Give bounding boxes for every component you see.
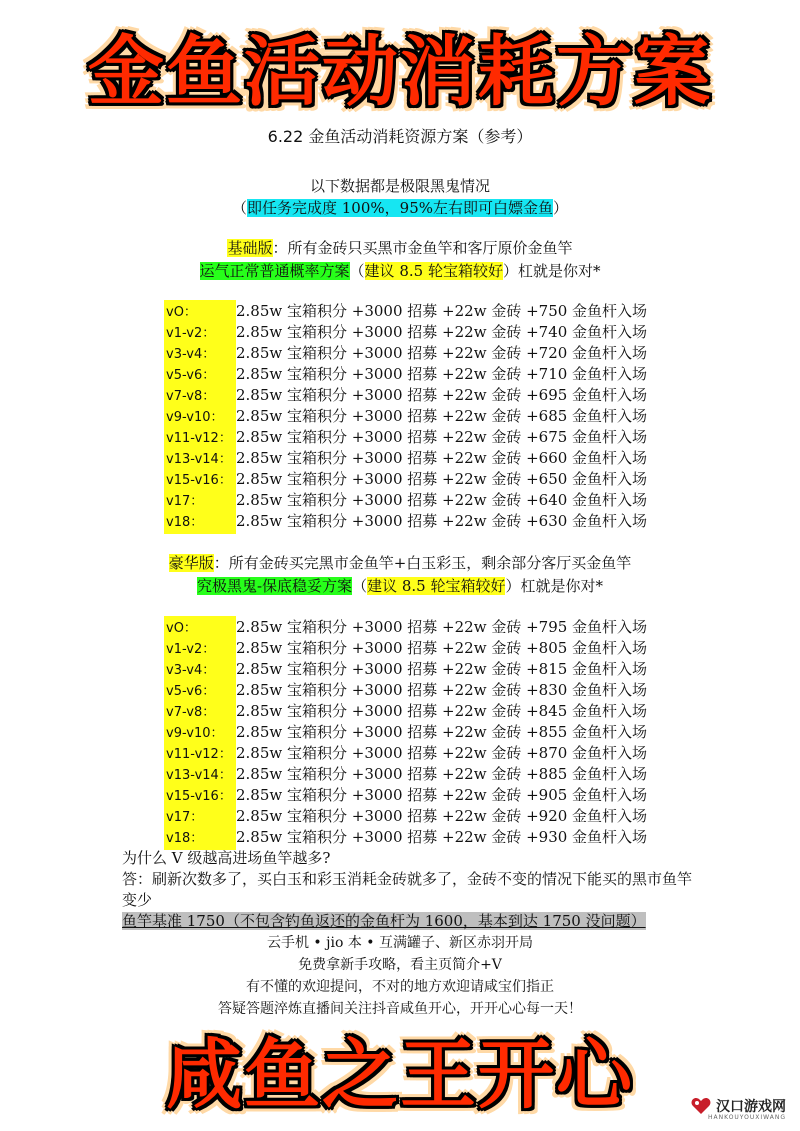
deluxe-plan-line bbox=[0, 576, 800, 597]
deluxe-advice: 建议 8.5 轮宝箱较好 bbox=[367, 577, 506, 595]
paren-open: （ bbox=[231, 199, 247, 217]
tier-resources: 2.85w 宝箱积分 +3000 招募 +22w 金砖 +675 金鱼杆入场 bbox=[236, 428, 648, 446]
footer-line-3: 有不懂的欢迎提问，不对的地方欢迎请咸宝们指正 bbox=[246, 979, 554, 995]
tier-resources: 2.85w 宝箱积分 +3000 招募 +22w 金砖 +740 金鱼杆入场 bbox=[236, 323, 648, 341]
basic-plan-line bbox=[0, 261, 800, 282]
tier-resources: 2.85w 宝箱积分 +3000 招募 +22w 金砖 +710 金鱼杆入场 bbox=[236, 365, 648, 383]
tier-label: v15-v16： bbox=[166, 473, 232, 488]
tier-label: v5-v6： bbox=[166, 368, 216, 383]
tier-label: v9-v10： bbox=[166, 726, 224, 741]
tier-resources: 2.85w 宝箱积分 +3000 招募 +22w 金砖 +805 金鱼杆入场 bbox=[236, 639, 648, 657]
tier-resources: 2.85w 宝箱积分 +3000 招募 +22w 金砖 +905 金鱼杆入场 bbox=[236, 786, 648, 804]
bottom-title: 咸鱼之王开心 bbox=[166, 1030, 634, 1119]
footer-line-2: 免费拿新手攻略，看主页简介+V bbox=[298, 957, 502, 973]
watermark-text: 汉口游戏网 bbox=[716, 1099, 786, 1115]
deluxe-advice-close: ）杠就是你对* bbox=[505, 577, 603, 595]
tier-resources: 2.85w 宝箱积分 +3000 招募 +22w 金砖 +685 金鱼杆入场 bbox=[236, 407, 648, 425]
basic-label: 基础版 bbox=[227, 239, 273, 257]
paren-close: ） bbox=[553, 199, 569, 217]
tier-resources: 2.85w 宝箱积分 +3000 招募 +22w 金砖 +815 金鱼杆入场 bbox=[236, 660, 648, 678]
deluxe-header bbox=[0, 553, 800, 574]
tier-resources: 2.85w 宝箱积分 +3000 招募 +22w 金砖 +650 金鱼杆入场 bbox=[236, 470, 648, 488]
tier-label: v3-v4： bbox=[166, 663, 216, 678]
deluxe-row bbox=[166, 785, 647, 806]
faq-question: 为什么 V 级越高进场鱼竿越多? bbox=[122, 849, 331, 867]
tier-resources: 2.85w 宝箱积分 +3000 招募 +22w 金砖 +845 金鱼杆入场 bbox=[236, 702, 648, 720]
tier-label: v1-v2： bbox=[166, 642, 216, 657]
deluxe-row bbox=[166, 743, 647, 764]
deluxe-row bbox=[166, 764, 647, 785]
tier-label: v18： bbox=[166, 515, 204, 530]
tier-resources: 2.85w 宝箱积分 +3000 招募 +22w 金砖 +885 金鱼杆入场 bbox=[236, 765, 648, 783]
watermark bbox=[690, 1089, 786, 1123]
basic-row bbox=[166, 406, 647, 427]
basic-row bbox=[166, 469, 647, 490]
intro-highlight-line bbox=[0, 198, 800, 219]
basic-row bbox=[166, 490, 647, 511]
tier-resources: 2.85w 宝箱积分 +3000 招募 +22w 金砖 +695 金鱼杆入场 bbox=[236, 386, 648, 404]
completion-note: 即任务完成度 100%，95%左右即可白嫖金鱼 bbox=[247, 199, 553, 217]
tier-label: vO： bbox=[166, 621, 197, 636]
deluxe-row bbox=[166, 638, 647, 659]
baseline-note-wrap bbox=[122, 911, 646, 932]
tier-label: v3-v4： bbox=[166, 347, 216, 362]
basic-advice: 建议 8.5 轮宝箱较好 bbox=[364, 262, 503, 280]
deluxe-plan: 究极黑鬼-保底稳妥方案 bbox=[196, 577, 353, 595]
deluxe-advice-open: （ bbox=[352, 577, 368, 595]
tier-resources: 2.85w 宝箱积分 +3000 招募 +22w 金砖 +630 金鱼杆入场 bbox=[236, 512, 648, 530]
basic-row bbox=[166, 427, 647, 448]
tier-resources: 2.85w 宝箱积分 +3000 招募 +22w 金砖 +930 金鱼杆入场 bbox=[236, 828, 648, 846]
deluxe-row bbox=[166, 827, 647, 848]
basic-advice-close: ）杠就是你对* bbox=[502, 262, 601, 280]
tier-label: v18： bbox=[166, 831, 204, 846]
tier-label: v5-v6： bbox=[166, 684, 216, 699]
footer-line-4: 答疑答题淬炼直播间关注抖音咸鱼开心，开开心心每一天！ bbox=[218, 1001, 582, 1017]
tier-resources: 2.85w 宝箱积分 +3000 招募 +22w 金砖 +870 金鱼杆入场 bbox=[236, 744, 648, 762]
page-title: 金鱼活动消耗方案 bbox=[88, 27, 712, 116]
basic-row bbox=[166, 301, 647, 322]
tier-resources: 2.85w 宝箱积分 +3000 招募 +22w 金砖 +830 金鱼杆入场 bbox=[236, 681, 648, 699]
basic-row bbox=[166, 385, 647, 406]
tier-label: v13-v14： bbox=[166, 452, 232, 467]
tier-label: v11-v12： bbox=[166, 747, 232, 762]
basic-plan: 运气正常普通概率方案 bbox=[199, 262, 350, 280]
basic-row bbox=[166, 511, 647, 532]
tier-label: v13-v14： bbox=[166, 768, 232, 783]
tier-label: v11-v12： bbox=[166, 431, 232, 446]
basic-row bbox=[166, 364, 647, 385]
tier-label: v7-v8： bbox=[166, 705, 216, 720]
tier-label: v7-v8： bbox=[166, 389, 216, 404]
faq-answer: 答：刷新次数多了，买白玉和彩玉消耗金砖就多了，金砖不变的情况下能买的黑市鱼竿变少 bbox=[122, 870, 693, 909]
tier-resources: 2.85w 宝箱积分 +3000 招募 +22w 金砖 +855 金鱼杆入场 bbox=[236, 723, 648, 741]
basic-advice-open: （ bbox=[349, 262, 365, 280]
footer-line-1: 云手机 • jio 本 • 互满罐子、新区赤羽开局 bbox=[266, 935, 533, 951]
deluxe-row bbox=[166, 701, 647, 722]
tier-label: v15-v16： bbox=[166, 789, 232, 804]
tier-resources: 2.85w 宝箱积分 +3000 招募 +22w 金砖 +660 金鱼杆入场 bbox=[236, 449, 648, 467]
basic-row bbox=[166, 448, 647, 469]
deluxe-row bbox=[166, 680, 647, 701]
tier-label: v9-v10： bbox=[166, 410, 224, 425]
tier-label: v17： bbox=[166, 810, 204, 825]
tier-label: v1-v2： bbox=[166, 326, 216, 341]
tier-label: v17： bbox=[166, 494, 204, 509]
deluxe-row bbox=[166, 659, 647, 680]
basic-row bbox=[166, 322, 647, 343]
tier-resources: 2.85w 宝箱积分 +3000 招募 +22w 金砖 +795 金鱼杆入场 bbox=[236, 618, 648, 636]
intro-line: 以下数据都是极限黑鬼情况 bbox=[309, 177, 490, 195]
tier-resources: 2.85w 宝箱积分 +3000 招募 +22w 金砖 +720 金鱼杆入场 bbox=[236, 344, 648, 362]
basic-row bbox=[166, 343, 647, 364]
baseline-note: 鱼竿基准 1750（不包含钓鱼返还的金鱼杆为 1600，基本到达 1750 没问题） bbox=[122, 912, 646, 930]
tier-label: vO： bbox=[166, 305, 197, 320]
basic-header bbox=[0, 238, 800, 259]
watermark-subtext: HANKOUYOUXIWANG bbox=[707, 1114, 786, 1121]
subtitle: 6.22 金鱼活动消耗资源方案（参考） bbox=[267, 127, 533, 146]
deluxe-desc: ：所有金砖买完黑市金鱼竿+白玉彩玉，剩余部分客厅买金鱼竿 bbox=[213, 554, 632, 572]
tier-resources: 2.85w 宝箱积分 +3000 招募 +22w 金砖 +750 金鱼杆入场 bbox=[236, 302, 648, 320]
basic-desc: ：所有金砖只买黑市金鱼竿和客厅原价金鱼竿 bbox=[272, 239, 573, 257]
deluxe-row bbox=[166, 806, 647, 827]
deluxe-row bbox=[166, 722, 647, 743]
tier-resources: 2.85w 宝箱积分 +3000 招募 +22w 金砖 +640 金鱼杆入场 bbox=[236, 491, 648, 509]
deluxe-row bbox=[166, 617, 647, 638]
deluxe-label: 豪华版 bbox=[168, 554, 214, 572]
tier-resources: 2.85w 宝箱积分 +3000 招募 +22w 金砖 +920 金鱼杆入场 bbox=[236, 807, 648, 825]
